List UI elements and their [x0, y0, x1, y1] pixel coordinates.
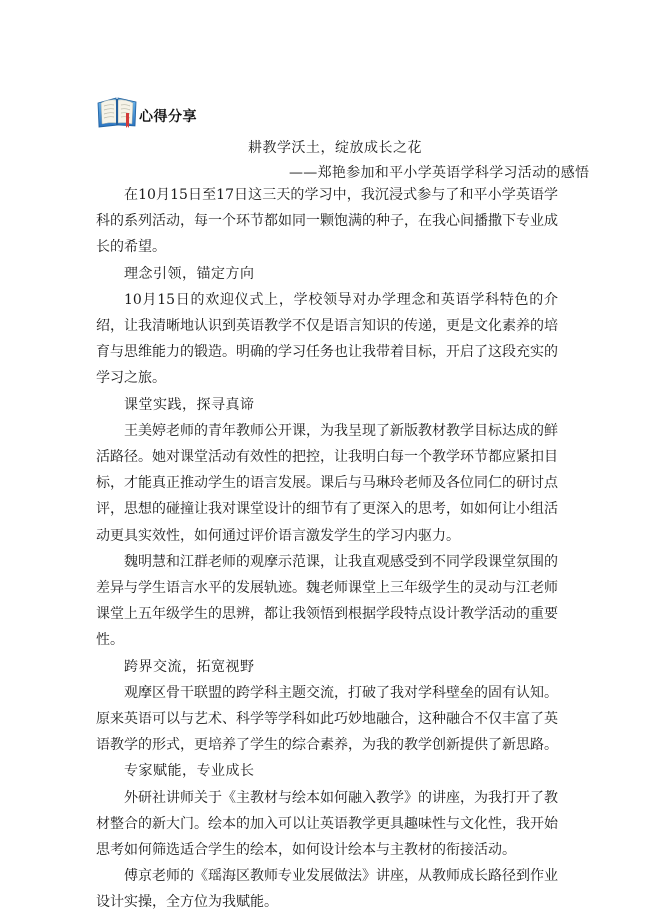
- section-heading: 课堂实践，探寻真谛: [124, 396, 255, 413]
- section-heading: 理念引领，锚定方向: [124, 265, 255, 282]
- paragraph: 10月15日的欢迎仪式上，学校领导对办学理念和英语学科特色的介绍，让我清晰地认识到英语教学不仅是语言知识的传递，更是文化素养的培育与思维能力的锻造。明确的学习任务也让我带着目标，开启了这段充实的学习之旅。: [96, 291, 558, 387]
- article-subtitle: ——郑艳参加和平小学英语学科学习活动的感悟: [289, 165, 590, 181]
- section-header: [96, 92, 197, 130]
- article-body: [96, 182, 558, 916]
- paragraph: 观摩区骨干联盟的跨学科主题交流，打破了我对学科壁垒的固有认知。原来英语可以与艺术、科学等学科如此巧妙地融合，这种融合不仅丰富了英语教学的形式，更培养了学生的综合素养，为我的教学创新提供了新思路。: [96, 684, 558, 754]
- article-title: 耕教学沃土，绽放成长之花: [248, 140, 422, 156]
- paragraph: 傅京老师的《瑶海区教师专业发展做法》讲座，从教师成长路径到作业设计实操，全方位为我赋能。: [96, 868, 558, 911]
- paragraph: 外研社讲师关于《主教材与绘本如何融入教学》的讲座，为我打开了教材整合的新大门。绘本的加入可以让英语教学更具趣味性与文化性，我开始思考如何筛选适合学生的绘本，如何设计绘本与主教材的衔接活动。: [96, 789, 558, 859]
- book-icon: [96, 93, 138, 129]
- paragraph: 在10月15日至17日这三天的学习中，我沉浸式参与了和平小学英语学科的系列活动，每一个环节都如同一颗饱满的种子，在我心间播撒下专业成长的希望。: [96, 187, 558, 256]
- section-heading: 跨界交流，拓宽视野: [124, 658, 255, 675]
- section-heading: 专家赋能，专业成长: [124, 763, 255, 780]
- section-label: 心得分享: [139, 109, 197, 125]
- paragraph: 王美婷老师的青年教师公开课，为我呈现了新版教材教学目标达成的鲜活路径。她对课堂活动有效性的把控，让我明白每一个教学环节都应紧扣目标，才能真正推动学生的语言发展。课后与马琳玲老师及各位同仁的研讨点评，思想的碰撞让我对课堂设计的细节有了更深入的思考，如如何让小组活动更具实效性，如何通过评价语言激发学生的学习内驱力。: [96, 422, 558, 544]
- paragraph: 魏明慧和江群老师的观摩示范课，让我直观感受到不同学段课堂氛围的差异与学生语言水平的发展轨迹。魏老师课堂上三年级学生的灵动与江老师课堂上五年级学生的思辨，都让我领悟到根据学段特点设计教学活动的重要性。: [96, 553, 558, 649]
